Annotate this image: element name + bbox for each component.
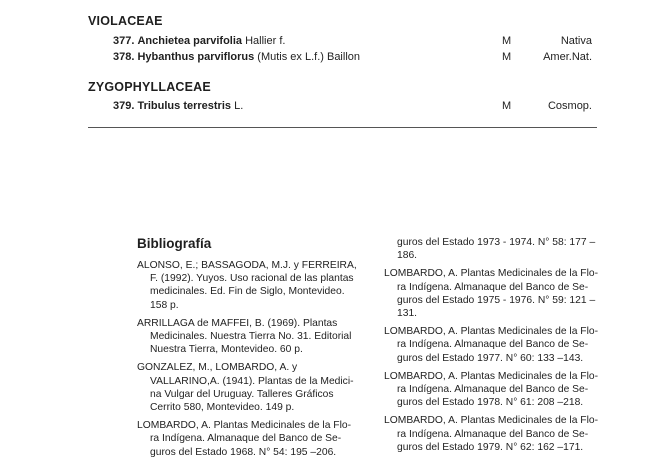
- bibliography-entry: [137, 259, 362, 312]
- bibliography-line: F. (1992). Yuyos. Uso racional de las plantas: [150, 273, 354, 285]
- family-heading: ZYGOPHYLLACEAE: [88, 80, 211, 94]
- bibliography-entry: [137, 361, 362, 414]
- bibliography-line: ALONSO, E.; BASSAGODA, M.J. y FERREIRA,: [137, 260, 357, 271]
- species-author: Hallier f.: [245, 35, 286, 47]
- species-origin: Nativa: [560, 35, 592, 47]
- species-number: 378.: [113, 51, 135, 63]
- bibliography-entry: [384, 236, 602, 262]
- species-name: Hybanthus parviflorus: [137, 51, 255, 63]
- species-origin: Cosmop.: [547, 100, 592, 112]
- bibliography-line: guros del Estado 1977. N° 60: 133 –143.: [397, 352, 584, 364]
- bibliography-line: VALLARINO,A. (1941). Plantas de la Medici-: [150, 375, 354, 387]
- bibliography-left-column: [137, 259, 362, 464]
- bibliography-line: ARRILLAGA de MAFFEI, B. (1969). Plantas: [137, 317, 338, 329]
- bibliography-line: LOMBARDO, A. Plantas Medicinales de la Flo-: [384, 370, 599, 382]
- bibliography-line: ra Indígena. Almanaque del Banco de Se-: [397, 281, 589, 293]
- bibliography-line: 158 p.: [150, 299, 179, 311]
- bibliography-line: 186.: [397, 250, 418, 262]
- bibliography-line: guros del Estado 1973 - 1974. N° 58: 177 –: [397, 237, 596, 248]
- bibliography-line: Medicinales. Nuestra Tierra No. 31. Editorial: [150, 331, 352, 343]
- bibliography-line: ra Indígena. Almanaque del Banco de Se-: [150, 433, 342, 445]
- species-author: L.: [234, 100, 244, 112]
- bibliography-line: medicinales. Ed. Fin de Siglo, Montevideo.: [150, 286, 345, 298]
- bibliography-line: ra Indígena. Almanaque del Banco de Se-: [397, 384, 589, 396]
- species-code: M: [502, 51, 512, 63]
- bibliography-entry: [137, 419, 362, 459]
- family-heading: VIOLACEAE: [88, 14, 163, 28]
- bibliography-line: LOMBARDO, A. Plantas Medicinales de la Flo-: [384, 415, 599, 427]
- species-origin: Amer.Nat.: [543, 51, 592, 63]
- bibliography-line: GONZALEZ, M., LOMBARDO, A. y: [137, 362, 298, 374]
- bibliography-line: Cerrito 580, Montevideo. 149 p.: [150, 402, 295, 414]
- species-code: M: [502, 100, 512, 112]
- section-divider: [88, 127, 597, 128]
- bibliography-line: guros del Estado 1979. N° 62: 162 –171.: [397, 441, 584, 453]
- bibliography-entry: [137, 317, 362, 357]
- species-number: 377.: [113, 35, 135, 47]
- bibliography-right-column: [384, 236, 602, 459]
- bibliography-entry: [384, 414, 602, 454]
- species-author: (Mutis ex L.f.) Baillon: [257, 51, 360, 63]
- bibliography-line: LOMBARDO, A. Plantas Medicinales de la Flo-: [137, 420, 352, 432]
- species-entry: [113, 35, 285, 47]
- bibliography-line: 131.: [397, 308, 418, 320]
- bibliography-line: ra Indígena. Almanaque del Banco de Se-: [397, 428, 589, 440]
- bibliography-line: ra Indígena. Almanaque del Banco de Se-: [397, 339, 589, 351]
- species-entry: [113, 100, 243, 112]
- bibliography-entry: [384, 267, 602, 320]
- bibliography-title: Bibliografía: [137, 236, 212, 251]
- bibliography-line: guros del Estado 1978. N° 61: 208 –218.: [397, 397, 584, 409]
- bibliography-line: guros del Estado 1975 - 1976. N° 59: 121 –: [397, 294, 596, 306]
- bibliography-entry: [384, 370, 602, 410]
- species-name: Anchietea parvifolia: [137, 35, 243, 47]
- bibliography-entry: [384, 325, 602, 365]
- bibliography-line: LOMBARDO, A. Plantas Medicinales de la Flo-: [384, 268, 599, 280]
- species-code: M: [502, 35, 512, 47]
- species-entry: [113, 51, 360, 63]
- species-name: Tribulus terrestris: [137, 100, 232, 112]
- bibliography-line: Nuestra Tierra, Montevideo. 60 p.: [150, 344, 303, 356]
- bibliography-line: na Vulgar del Uruguay. Talleres Gráficos: [150, 388, 334, 400]
- bibliography-line: guros del Estado 1968. N° 54: 195 –206.: [150, 446, 337, 458]
- bibliography-line: LOMBARDO, A. Plantas Medicinales de la Flo-: [384, 326, 599, 338]
- species-number: 379.: [113, 100, 135, 112]
